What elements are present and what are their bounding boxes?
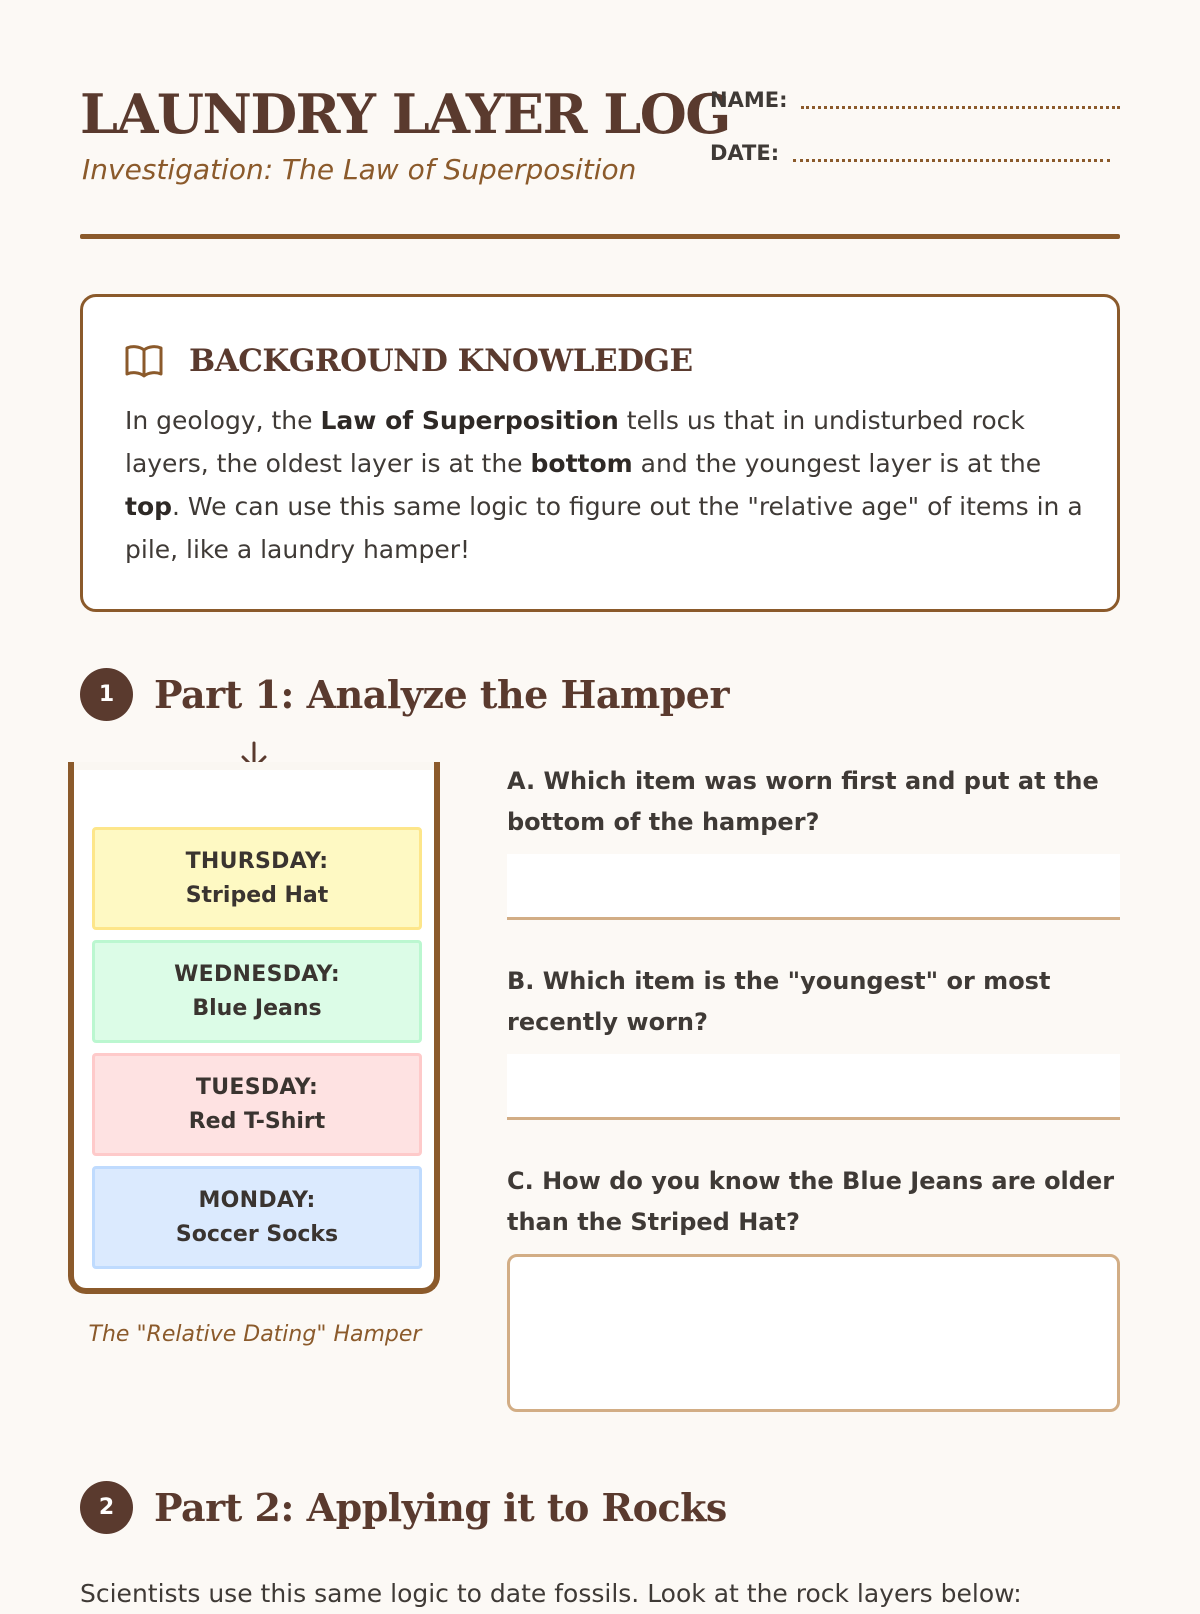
- name-label: NAME:: [710, 88, 788, 112]
- date-label: DATE:: [710, 141, 780, 165]
- layer-item: Blue Jeans: [192, 995, 322, 1021]
- part2-number-badge: 2: [80, 1481, 133, 1534]
- answer-a-input[interactable]: [507, 854, 1120, 920]
- hamper-layer-thursday: [92, 827, 422, 930]
- bk-term-law: Law of Superposition: [320, 406, 619, 435]
- question-c: C. How do you know the Blue Jeans are older than the Striped Hat?: [507, 1167, 1115, 1236]
- name-field[interactable]: [801, 106, 1120, 109]
- layer-item: Soccer Socks: [175, 1221, 339, 1247]
- layer-day: MONDAY:: [198, 1187, 316, 1213]
- part1-title: Part 1: Analyze the Hamper: [154, 672, 729, 717]
- bk-text-part: and the youngest layer is at the: [632, 449, 1042, 478]
- hamper-caption: The "Relative Dating" Hamper: [88, 1322, 422, 1347]
- layer-day: TUESDAY:: [195, 1074, 319, 1100]
- background-knowledge-title: BACKGROUND KNOWLEDGE: [189, 343, 693, 379]
- worksheet-title: LAUNDRY LAYER LOG: [80, 82, 730, 146]
- bk-term-top: top: [125, 492, 173, 521]
- part2-heading: [80, 1481, 727, 1534]
- open-book-icon: [125, 344, 163, 378]
- background-knowledge-header: [125, 343, 693, 379]
- worksheet-subtitle: Investigation: The Law of Superposition: [82, 153, 637, 186]
- part1-number-badge: 1: [80, 668, 133, 721]
- bk-text-part: In geology, the: [125, 406, 321, 435]
- bk-text-part: . We can use this same logic to figure out the "relative age" of items in a pile, like a laundry hamper!: [125, 492, 1083, 564]
- date-field[interactable]: [793, 159, 1110, 162]
- layer-day: THURSDAY:: [185, 848, 329, 874]
- layer-day: WEDNESDAY:: [174, 961, 340, 987]
- question-a: A. Which item was worn first and put at the bottom of the hamper?: [507, 767, 1099, 836]
- background-knowledge-box: [80, 294, 1120, 612]
- question-b: B. Which item is the "youngest" or most recently worn?: [507, 967, 1051, 1036]
- layer-item: Red T-Shirt: [188, 1108, 326, 1134]
- date-row: [710, 141, 1110, 171]
- part1-heading: [80, 668, 729, 721]
- bk-text-part: tells us that in undisturbed rock layers, the oldest layer is at the: [125, 406, 1025, 478]
- answer-c-textarea[interactable]: [507, 1254, 1120, 1412]
- hamper-layer-monday: [92, 1166, 422, 1269]
- part2-intro-text: Scientists use this same logic to date fossils. Look at the rock layers below:: [80, 1579, 1022, 1608]
- name-row: [710, 88, 1120, 118]
- answer-b-input[interactable]: [507, 1054, 1120, 1120]
- bk-term-bottom: bottom: [530, 449, 633, 478]
- part2-title: Part 2: Applying it to Rocks: [154, 1485, 727, 1530]
- hamper-opening: [74, 762, 434, 770]
- layer-item: Striped Hat: [185, 882, 329, 908]
- background-knowledge-text: [125, 399, 1085, 571]
- hamper-layer-tuesday: [92, 1053, 422, 1156]
- hamper-layer-wednesday: [92, 940, 422, 1043]
- laundry-hamper: [68, 762, 440, 1294]
- header-divider: [80, 234, 1120, 239]
